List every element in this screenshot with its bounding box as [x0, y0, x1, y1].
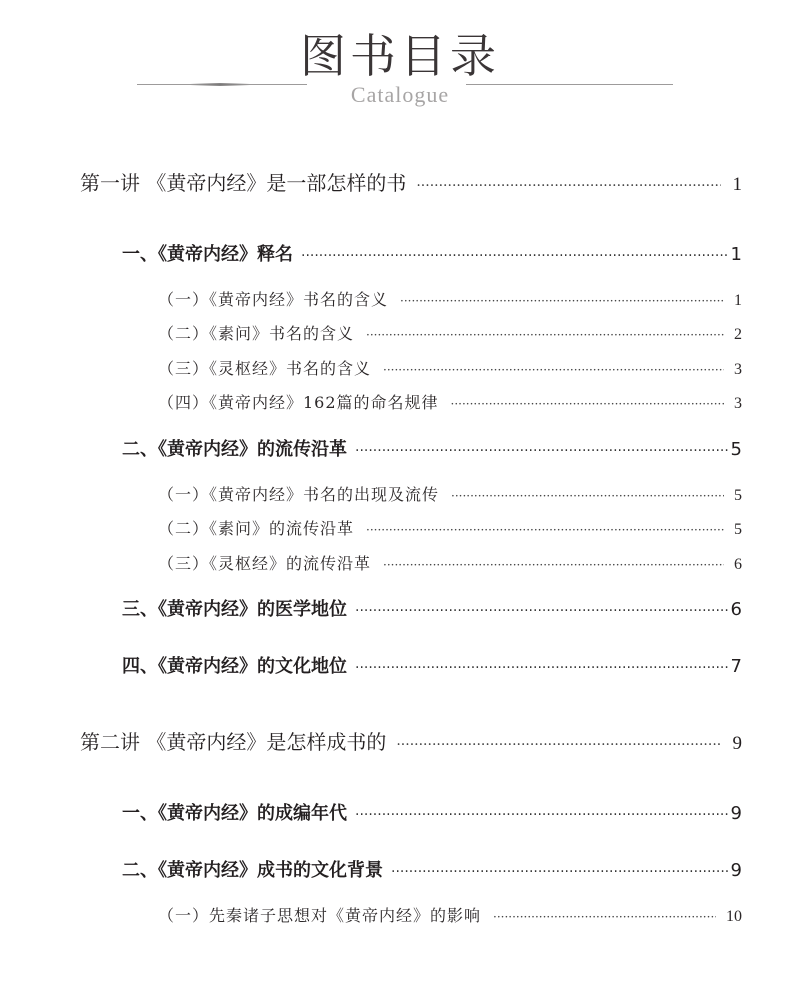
toc-page-number: 6	[730, 599, 742, 620]
toc-entry-subsection[interactable]	[158, 484, 742, 507]
toc-page-number: 6	[734, 556, 742, 573]
toc-page-number: 5	[734, 487, 742, 504]
toc-entry-section[interactable]	[122, 597, 742, 624]
toc-page-number: 1	[730, 244, 742, 265]
toc-entry-subsection[interactable]	[158, 518, 742, 541]
dot-leader	[391, 859, 729, 885]
toc-entry-section[interactable]	[122, 437, 742, 464]
toc-page-number: 3	[734, 361, 742, 378]
toc-entry-title: （四）《黄帝内经》162篇的命名规律	[158, 393, 439, 412]
catalogue-header	[0, 0, 800, 120]
toc-page-number: 10	[726, 908, 742, 925]
toc-entry-title: 二、《黄帝内经》的流传沿革	[122, 439, 347, 460]
dot-leader	[301, 243, 729, 269]
dot-leader	[400, 290, 724, 312]
toc-page-number: 9	[730, 860, 742, 881]
toc-entry-title: （三）《灵枢经》书名的含义	[158, 359, 372, 378]
toc-entry-title: 二、《黄帝内经》成书的文化背景	[122, 860, 383, 881]
toc-page-number: 5	[734, 521, 742, 538]
dot-leader	[355, 802, 729, 828]
dot-leader	[383, 554, 724, 576]
toc-entry-section[interactable]	[122, 654, 742, 681]
dot-leader	[493, 906, 716, 928]
dot-leader	[451, 485, 724, 507]
toc-entry-subsection[interactable]	[158, 289, 742, 312]
toc-entry-title: 第二讲 《黄帝内经》是怎样成书的	[80, 730, 387, 754]
toc-entry-title: 三、《黄帝内经》的医学地位	[122, 599, 347, 620]
toc-page-number: 3	[734, 395, 742, 412]
toc-entry-section[interactable]	[122, 801, 742, 828]
toc-entry-title: （一）《黄帝内经》书名的含义	[158, 290, 389, 309]
toc-page-number: 9	[732, 733, 742, 754]
page-subtitle: Catalogue	[350, 82, 450, 107]
toc-entry-title: 一、《黄帝内经》释名	[122, 244, 293, 265]
dot-leader	[416, 172, 720, 200]
toc-entry-title: （一）先秦诸子思想对《黄帝内经》的影响	[158, 906, 482, 925]
toc-entry-section[interactable]	[122, 242, 742, 269]
dot-leader	[383, 359, 724, 381]
toc-page-number: 5	[730, 439, 742, 460]
toc-entry-subsection[interactable]	[158, 905, 742, 928]
toc-entry-title: 第一讲 《黄帝内经》是一部怎样的书	[80, 171, 407, 195]
toc-entry-title: 一、《黄帝内经》的成编年代	[122, 803, 347, 824]
toc-entry-subsection[interactable]	[158, 323, 742, 346]
dot-leader	[355, 598, 729, 624]
dot-leader	[366, 519, 724, 541]
toc-page-number: 1	[732, 174, 742, 195]
toc-entry-section[interactable]	[122, 858, 742, 885]
toc-page-number: 7	[730, 656, 742, 677]
dot-leader	[396, 731, 720, 759]
toc-entry-lecture-1[interactable]	[80, 169, 742, 200]
toc-entry-title: （一）《黄帝内经》书名的出现及流传	[158, 485, 440, 504]
dot-leader	[355, 438, 729, 464]
toc-page-number: 2	[734, 326, 742, 343]
dot-leader	[366, 324, 724, 346]
toc-entry-title: （二）《素问》的流传沿革	[158, 519, 355, 538]
toc-entry-title: （三）《灵枢经》的流传沿革	[158, 554, 372, 573]
toc-entry-subsection[interactable]	[158, 392, 742, 415]
toc-entry-subsection[interactable]	[158, 553, 742, 576]
toc-entry-subsection[interactable]	[158, 358, 742, 381]
dot-leader	[451, 393, 724, 415]
page-title: 图书目录	[300, 29, 500, 83]
toc-page-number: 1	[734, 292, 742, 309]
toc-entry-title: 四、《黄帝内经》的文化地位	[122, 656, 347, 677]
toc-entry-lecture-2[interactable]	[80, 728, 742, 759]
dot-leader	[355, 655, 729, 681]
toc-entry-title: （二）《素问》书名的含义	[158, 324, 355, 343]
toc-page-number: 9	[730, 803, 742, 824]
